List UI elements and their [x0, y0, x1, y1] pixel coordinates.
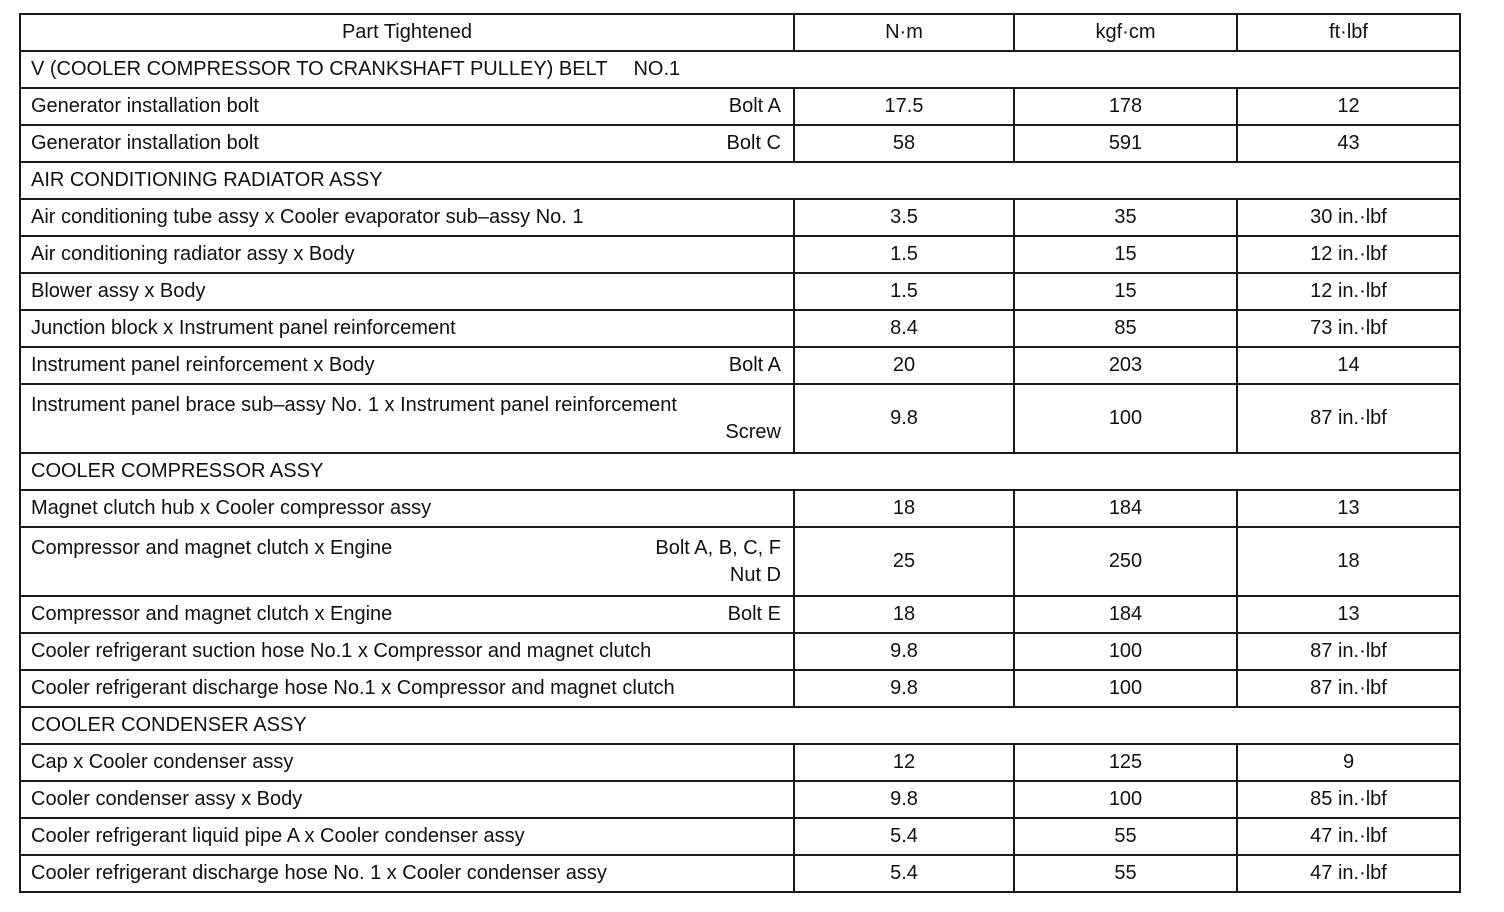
part-cell: [20, 527, 794, 596]
kgfcm-value: 100: [1014, 670, 1237, 707]
nm-value: 9.8: [794, 670, 1014, 707]
part-cell: [20, 384, 794, 453]
nm-value: 18: [794, 490, 1014, 527]
part-name: Cap x Cooler condenser assy: [31, 751, 294, 773]
nm-value: 8.4: [794, 310, 1014, 347]
fastener: Bolt A, B, C, F: [655, 536, 781, 559]
section-title-suffix: NO.1: [633, 58, 681, 80]
nm-value: 9.8: [794, 633, 1014, 670]
table-row: [20, 88, 1460, 125]
section-row: [20, 707, 1460, 744]
ftlbf-value: 13: [1237, 490, 1460, 527]
nm-value: 58: [794, 125, 1014, 162]
kgfcm-value: 100: [1014, 633, 1237, 670]
part-cell: [20, 490, 794, 527]
part-cell: [20, 88, 794, 125]
section-row: [20, 453, 1460, 490]
part-cell: [20, 855, 794, 892]
kgfcm-value: 85: [1014, 310, 1237, 347]
kgfcm-value: 184: [1014, 596, 1237, 633]
part-name: Blower assy x Body: [31, 280, 206, 302]
ftlbf-value: 12 in.·lbf: [1237, 273, 1460, 310]
table-row: [20, 596, 1460, 633]
table-row: [20, 633, 1460, 670]
part-name: Compressor and magnet clutch x Engine: [31, 536, 393, 559]
ftlbf-value: 87 in.·lbf: [1237, 633, 1460, 670]
table-row: [20, 199, 1460, 236]
part-cell: [20, 310, 794, 347]
kgfcm-value: 55: [1014, 855, 1237, 892]
nm-value: 9.8: [794, 781, 1014, 818]
part-name: Instrument panel brace sub–assy No. 1 x Instrument panel reinforcement: [31, 393, 677, 416]
part-cell: [20, 744, 794, 781]
section-row: [20, 162, 1460, 199]
fastener: Bolt E: [727, 603, 781, 625]
part-name: Compressor and magnet clutch x Engine: [31, 603, 393, 625]
nm-value: 1.5: [794, 273, 1014, 310]
table-row: [20, 527, 1460, 596]
ftlbf-value: 43: [1237, 125, 1460, 162]
table-row: [20, 384, 1460, 453]
part-cell: [20, 273, 794, 310]
header-kgfcm: kgf·cm: [1014, 14, 1237, 51]
part-name: Generator installation bolt: [31, 95, 259, 117]
part-name: Instrument panel reinforcement x Body: [31, 354, 375, 376]
part-name: Cooler refrigerant discharge hose No.1 x Compressor and magnet clutch: [31, 677, 675, 699]
table-row: [20, 670, 1460, 707]
part-cell: [20, 347, 794, 384]
fastener: Screw: [725, 420, 781, 443]
kgfcm-value: 15: [1014, 273, 1237, 310]
kgfcm-value: 100: [1014, 384, 1237, 453]
table-row: [20, 855, 1460, 892]
section-title: [20, 51, 1460, 88]
ftlbf-value: 12 in.·lbf: [1237, 236, 1460, 273]
ftlbf-value: 13: [1237, 596, 1460, 633]
header-ftlbf: ft·lbf: [1237, 14, 1460, 51]
nm-value: 17.5: [794, 88, 1014, 125]
part-name: Generator installation bolt: [31, 132, 259, 154]
header-nm: N·m: [794, 14, 1014, 51]
table-row: [20, 347, 1460, 384]
header-part-tightened: Part Tightened: [20, 14, 794, 51]
section-title-text: V (COOLER COMPRESSOR TO CRANKSHAFT PULLEY) BELT: [31, 58, 608, 80]
table-row: [20, 781, 1460, 818]
ftlbf-value: 14: [1237, 347, 1460, 384]
kgfcm-value: 55: [1014, 818, 1237, 855]
table-row: [20, 236, 1460, 273]
section-row: [20, 51, 1460, 88]
part-name: Cooler refrigerant discharge hose No. 1 x Cooler condenser assy: [31, 862, 607, 884]
nm-value: 9.8: [794, 384, 1014, 453]
nm-value: 18: [794, 596, 1014, 633]
nm-value: 5.4: [794, 855, 1014, 892]
section-title: COOLER CONDENSER ASSY: [20, 707, 1460, 744]
ftlbf-value: 12: [1237, 88, 1460, 125]
nm-value: 20: [794, 347, 1014, 384]
fastener: Bolt A: [728, 95, 781, 117]
ftlbf-value: 85 in.·lbf: [1237, 781, 1460, 818]
part-cell: [20, 818, 794, 855]
part-cell: [20, 781, 794, 818]
ftlbf-value: 18: [1237, 527, 1460, 596]
part-name: Magnet clutch hub x Cooler compressor assy: [31, 497, 432, 519]
kgfcm-value: 184: [1014, 490, 1237, 527]
part-name: Air conditioning tube assy x Cooler evaporator sub–assy No. 1: [31, 206, 584, 228]
header-row: [20, 14, 1460, 51]
kgfcm-value: 35: [1014, 199, 1237, 236]
ftlbf-value: 87 in.·lbf: [1237, 670, 1460, 707]
part-cell: [20, 670, 794, 707]
nm-value: 25: [794, 527, 1014, 596]
table-row: [20, 310, 1460, 347]
kgfcm-value: 100: [1014, 781, 1237, 818]
part-name: Cooler refrigerant suction hose No.1 x Compressor and magnet clutch: [31, 640, 652, 662]
table-row: [20, 744, 1460, 781]
ftlbf-value: 47 in.·lbf: [1237, 818, 1460, 855]
part-name: Cooler condenser assy x Body: [31, 788, 303, 810]
nm-value: 3.5: [794, 199, 1014, 236]
table-row: [20, 818, 1460, 855]
part-name: Air conditioning radiator assy x Body: [31, 243, 355, 265]
kgfcm-value: 15: [1014, 236, 1237, 273]
part-cell: [20, 125, 794, 162]
kgfcm-value: 178: [1014, 88, 1237, 125]
table-row: [20, 273, 1460, 310]
part-cell: [20, 199, 794, 236]
part-name: Junction block x Instrument panel reinforcement: [31, 317, 456, 339]
kgfcm-value: 250: [1014, 527, 1237, 596]
ftlbf-value: 30 in.·lbf: [1237, 199, 1460, 236]
ftlbf-value: 87 in.·lbf: [1237, 384, 1460, 453]
nm-value: 12: [794, 744, 1014, 781]
ftlbf-value: 47 in.·lbf: [1237, 855, 1460, 892]
kgfcm-value: 125: [1014, 744, 1237, 781]
ftlbf-value: 9: [1237, 744, 1460, 781]
table-row: [20, 490, 1460, 527]
fastener: Bolt C: [726, 132, 781, 154]
part-cell: [20, 596, 794, 633]
torque-spec-table: [19, 13, 1461, 893]
fastener-stack: [655, 537, 781, 587]
nm-value: 1.5: [794, 236, 1014, 273]
kgfcm-value: 203: [1014, 347, 1237, 384]
fastener: Bolt A: [728, 354, 781, 376]
table-row: [20, 125, 1460, 162]
part-cell: [20, 236, 794, 273]
ftlbf-value: 73 in.·lbf: [1237, 310, 1460, 347]
nm-value: 5.4: [794, 818, 1014, 855]
section-title: AIR CONDITIONING RADIATOR ASSY: [20, 162, 1460, 199]
part-cell: [20, 633, 794, 670]
kgfcm-value: 591: [1014, 125, 1237, 162]
section-title: COOLER COMPRESSOR ASSY: [20, 453, 1460, 490]
fastener-2: Nut D: [729, 563, 781, 586]
part-name: Cooler refrigerant liquid pipe A x Cooler condenser assy: [31, 825, 525, 847]
